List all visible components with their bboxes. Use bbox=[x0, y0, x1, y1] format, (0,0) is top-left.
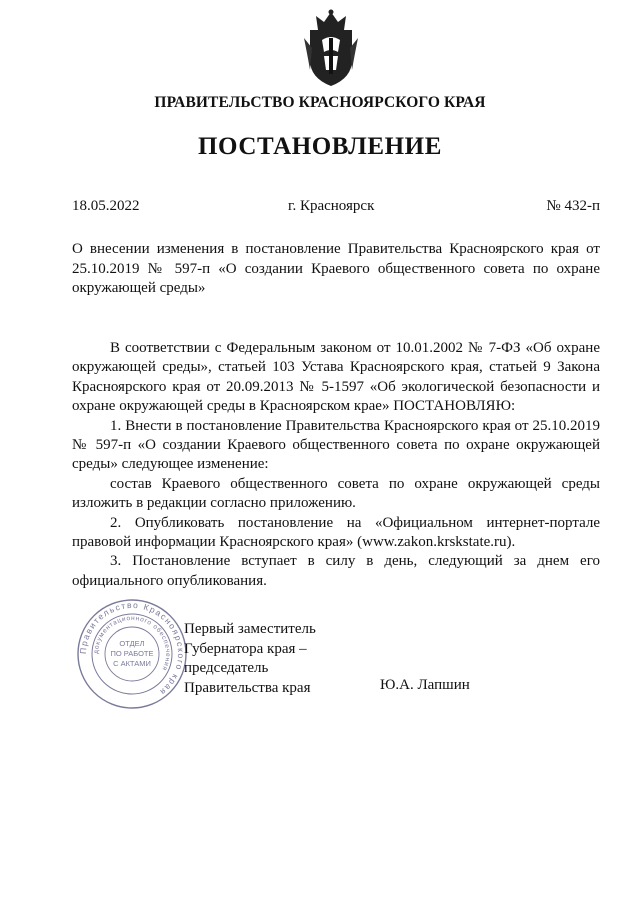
official-stamp bbox=[76, 598, 188, 710]
stamp-center-line: С АКТАМИ bbox=[113, 659, 151, 668]
document-date: 18.05.2022 bbox=[72, 198, 140, 214]
signatory-title-line: Правительства края bbox=[184, 679, 311, 696]
signatory-title-line: Первый заместитель bbox=[184, 621, 316, 637]
signatory-title-line: Губернатора края – bbox=[184, 640, 307, 657]
body-paragraph: 1. Внести в постановление Правительства Красноярского края от 25.10.2019 № 597-п «О создании Краевого общественного совета по охране окружающей среды» следующее изменение: bbox=[72, 417, 600, 473]
stamp-outer-text: Правительство Красноярского края bbox=[77, 599, 187, 698]
document-number: № 432-п bbox=[546, 198, 600, 214]
signatory-title bbox=[184, 620, 316, 698]
signatory-name: Ю.А. Лапшин bbox=[380, 677, 470, 693]
stamp-inner-text: документационного обеспечения bbox=[92, 614, 172, 673]
document-body bbox=[72, 339, 600, 591]
coat-of-arms-icon bbox=[302, 8, 360, 88]
signatory-title-line: председатель bbox=[184, 660, 269, 676]
stamp-center-line: ПО РАБОТЕ bbox=[110, 649, 154, 658]
body-paragraph: состав Краевого общественного совета по охране окружающей среды изложить в редакции согласно приложению. bbox=[72, 475, 600, 512]
body-paragraph: В соответствии с Федеральным законом от 10.01.2002 № 7-ФЗ «Об охране окружающей среды», статьей 103 Устава Красноярского края, статьей 9 Закона Красноярского края от 20.09.2013 № 5-1597 «Об экологической безопасности и охране окружающей среды в Красноярском крае» ПОСТАНОВЛЯЮ: bbox=[72, 340, 600, 415]
document-subject: О внесении изменения в постановление Правительства Красноярского края от 25.10.2019 № 597-п «О создании Краевого общественного совета по охране окружающей среды» bbox=[72, 241, 600, 296]
document-city: г. Красноярск bbox=[288, 198, 375, 214]
body-paragraph: 3. Постановление вступает в силу в день, следующий за днем его официального опубликования. bbox=[72, 553, 600, 589]
organization-title: ПРАВИТЕЛЬСТВО КРАСНОЯРСКОГО КРАЯ bbox=[154, 94, 486, 111]
document-type-title: ПОСТАНОВЛЕНИЕ bbox=[197, 133, 443, 160]
stamp-center-line: ОТДЕЛ bbox=[119, 639, 145, 648]
body-paragraph: 2. Опубликовать постановление на «Официальном интернет-портале правовой информации Красноярского края» (www.zakon.krskstate.ru). bbox=[72, 514, 600, 551]
